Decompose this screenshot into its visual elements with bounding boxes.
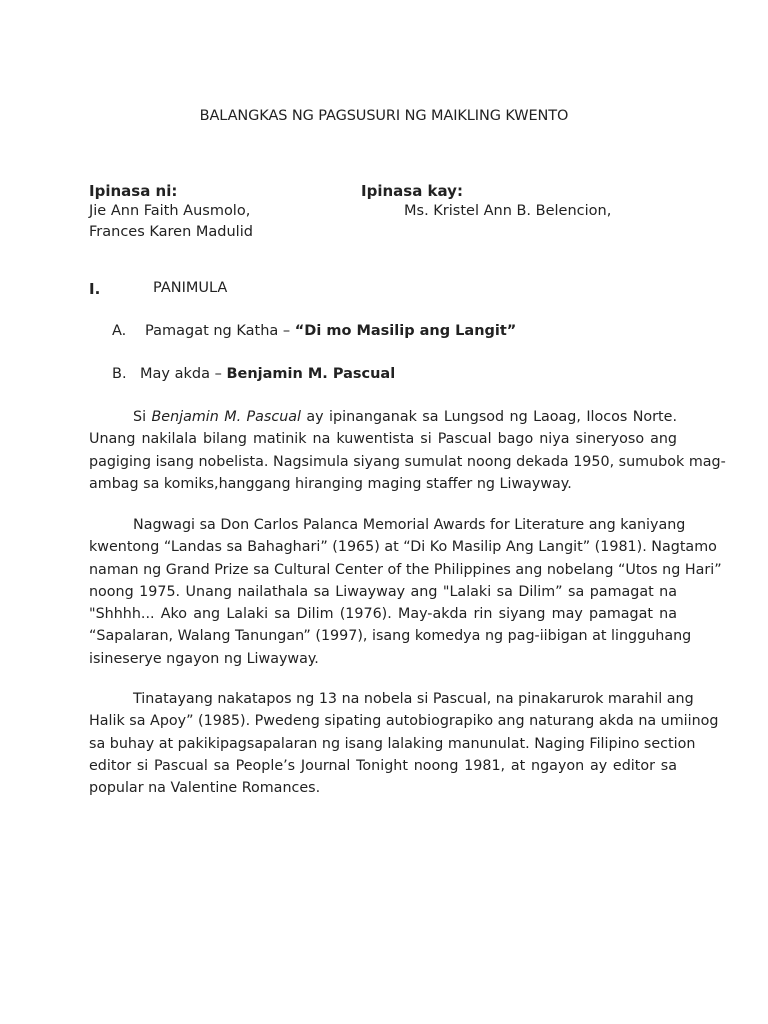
submitted-by-name: Jie Ann Faith Ausmolo, <box>89 203 251 219</box>
paragraph-line: sa buhay at pakikipagsapalaran ng isang lalaking manunulat. Naging Filipino section <box>89 735 696 752</box>
list-item-title <box>145 323 516 339</box>
paragraph-line: editor si Pascual sa People’s Journal Tonight noong 1981, at ngayon ay editor sa <box>89 757 677 774</box>
document-title: BALANGKAS NG PAGSUSURI NG MAIKLING KWENTO <box>199 108 569 124</box>
submitted-to-name: Ms. Kristel Ann B. Belencion, <box>404 203 612 219</box>
paragraph-line: isineserye ngayon ng Liwayway. <box>89 650 319 667</box>
paragraph-line: ambag sa komiks,hanggang hiranging maging staffer ng Liwayway. <box>89 475 572 492</box>
submitted-by-name: Frances Karen Madulid <box>89 224 253 240</box>
item-label: Pamagat ng Katha – <box>145 323 295 339</box>
list-marker: B. <box>112 366 127 382</box>
list-item-author <box>140 366 395 382</box>
paragraph-line: Si Benjamin M. Pascual ay ipinanganak sa Lungsod ng Laoag, Ilocos Norte. <box>133 409 677 425</box>
section-numeral: I. <box>89 280 101 298</box>
author-name-emphasis: Benjamin M. Pascual <box>151 409 302 425</box>
paragraph-line: popular na Valentine Romances. <box>89 780 321 797</box>
paragraph-line: “Sapalaran, Walang Tanungan” (1997), isang komedya ng pag-iibigan at lingguhang <box>89 628 692 645</box>
paragraph-2 <box>89 514 722 670</box>
paragraph-line: Tinatayang nakatapos ng 13 na nobela si Pascual, na pinakarurok marahil ang <box>133 691 694 707</box>
paragraph-line: noong 1975. Unang nailathala sa Liwayway ang "Lalaki sa Dilim” sa pamagat na <box>89 583 677 600</box>
paragraph-line: Nagwagi sa Don Carlos Palanca Memorial Awards for Literature ang kaniyang <box>133 517 686 533</box>
paragraph-line: pagiging isang nobelista. Nagsimula siyang sumulat noong dekada 1950, sumubok mag- <box>89 453 726 470</box>
submitted-by-label: Ipinasa ni: <box>89 182 178 200</box>
section-heading: PANIMULA <box>153 280 228 296</box>
list-marker: A. <box>112 323 127 339</box>
paragraph-3 <box>89 688 719 799</box>
paragraph-line: Unang nakilala bilang matinik na kuwentista si Pascual bago niya sineryoso ang <box>89 431 677 448</box>
item-label: May akda – <box>140 366 227 382</box>
paragraph-line: "Shhhh... Ako ang Lalaki sa Dilim (1976). May-akda rin siyang may pamagat na <box>89 606 677 623</box>
paragraph-line: kwentong “Landas sa Bahaghari” (1965) at “Di Ko Masilip Ang Langit” (1981). Nagtamo <box>89 539 717 556</box>
paragraph-1 <box>89 406 726 495</box>
submitted-to-label: Ipinasa kay: <box>361 182 463 200</box>
paragraph-line: naman ng Grand Prize sa Cultural Center of the Philippines ang nobelang “Utos ng Hari” <box>89 561 722 578</box>
item-value: Benjamin M. Pascual <box>226 366 396 382</box>
paragraph-line: Halik sa Apoy” (1985). Pwedeng sipating autobiograpiko ang naturang akda na umiinog <box>89 713 719 730</box>
item-value: “Di mo Masilip ang Langit” <box>294 323 517 339</box>
